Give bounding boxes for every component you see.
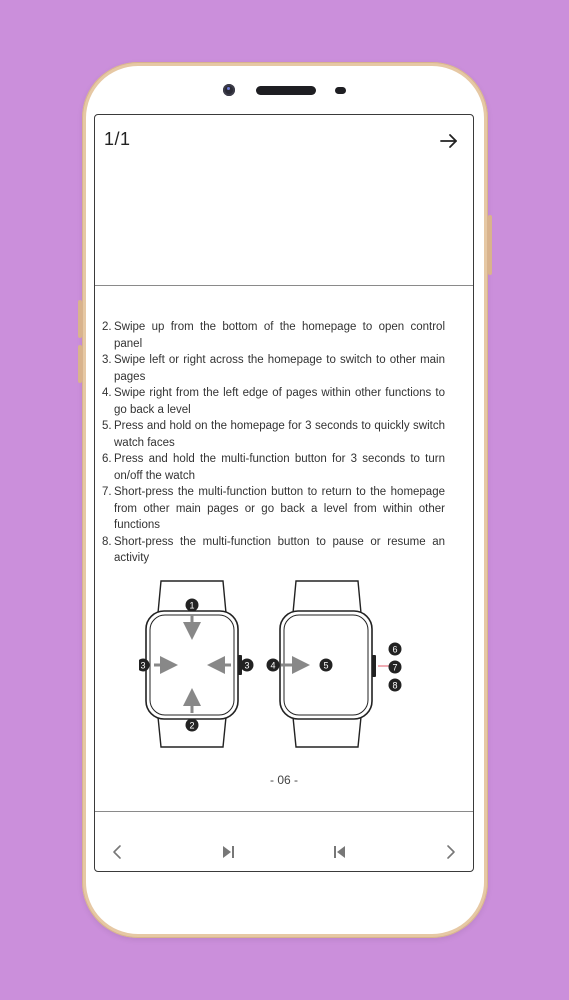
marker-1 bbox=[186, 599, 199, 612]
marker-8 bbox=[389, 679, 402, 692]
reader-top-bar bbox=[95, 115, 473, 165]
reader-screen bbox=[94, 114, 474, 872]
page-counter: 1/1 bbox=[104, 129, 131, 149]
svg-text:3: 3 bbox=[244, 660, 250, 671]
svg-text:8: 8 bbox=[392, 680, 398, 691]
power-button bbox=[488, 215, 492, 275]
watch-illustration-right bbox=[280, 581, 390, 747]
list-item: 6. Press and hold the multi-function button for 3 seconds to turn on/off the watch bbox=[102, 453, 445, 482]
marker-2 bbox=[186, 719, 199, 732]
svg-text:6: 6 bbox=[392, 644, 398, 655]
svg-text:2: 2 bbox=[189, 720, 195, 731]
svg-text:1: 1 bbox=[189, 600, 195, 611]
marker-4 bbox=[267, 659, 280, 672]
skip-end-icon[interactable] bbox=[219, 843, 237, 861]
arrow-right-icon[interactable] bbox=[439, 131, 459, 151]
volume-button bbox=[78, 345, 82, 383]
front-camera bbox=[223, 84, 235, 96]
list-item: 5. Press and hold on the homepage for 3 seconds to quickly switch watch faces bbox=[102, 420, 445, 449]
page-number: - 06 - bbox=[269, 773, 298, 787]
reader-navigation-bar bbox=[95, 815, 473, 871]
svg-text:3: 3 bbox=[140, 660, 146, 671]
marker-7 bbox=[389, 661, 402, 674]
earpiece-speaker bbox=[256, 86, 316, 95]
chevron-right-icon[interactable] bbox=[441, 843, 459, 861]
list-item: 7. Short-press the multi-function button to return to the homepage from other main pages or go back a level from within other functions bbox=[102, 486, 445, 531]
blank-page-area bbox=[95, 165, 473, 285]
skip-start-icon[interactable] bbox=[331, 843, 349, 861]
watch-illustration-left bbox=[146, 581, 251, 747]
svg-text:5: 5 bbox=[323, 660, 329, 671]
svg-text:7: 7 bbox=[392, 662, 398, 673]
chevron-left-icon[interactable] bbox=[109, 843, 127, 861]
instruction-list bbox=[102, 319, 445, 567]
document-page bbox=[95, 287, 473, 809]
list-item: 3. Swipe left or right across the homepage to switch to other main pages bbox=[102, 354, 445, 383]
marker-3-right bbox=[241, 659, 254, 672]
divider bbox=[95, 811, 473, 812]
list-item: 2. Swipe up from the bottom of the homepage to open control panel bbox=[102, 321, 445, 350]
svg-text:4: 4 bbox=[270, 660, 276, 671]
proximity-sensor bbox=[335, 87, 346, 94]
list-item: 8. Short-press the multi-function button to pause or resume an activity bbox=[102, 535, 445, 564]
divider bbox=[95, 285, 473, 286]
volume-button bbox=[78, 300, 82, 338]
list-item: 4. Swipe right from the left edge of pages within other functions to go back a level bbox=[102, 387, 445, 416]
marker-6 bbox=[389, 643, 402, 656]
marker-5 bbox=[320, 659, 333, 672]
watch-gesture-diagram bbox=[139, 575, 461, 755]
